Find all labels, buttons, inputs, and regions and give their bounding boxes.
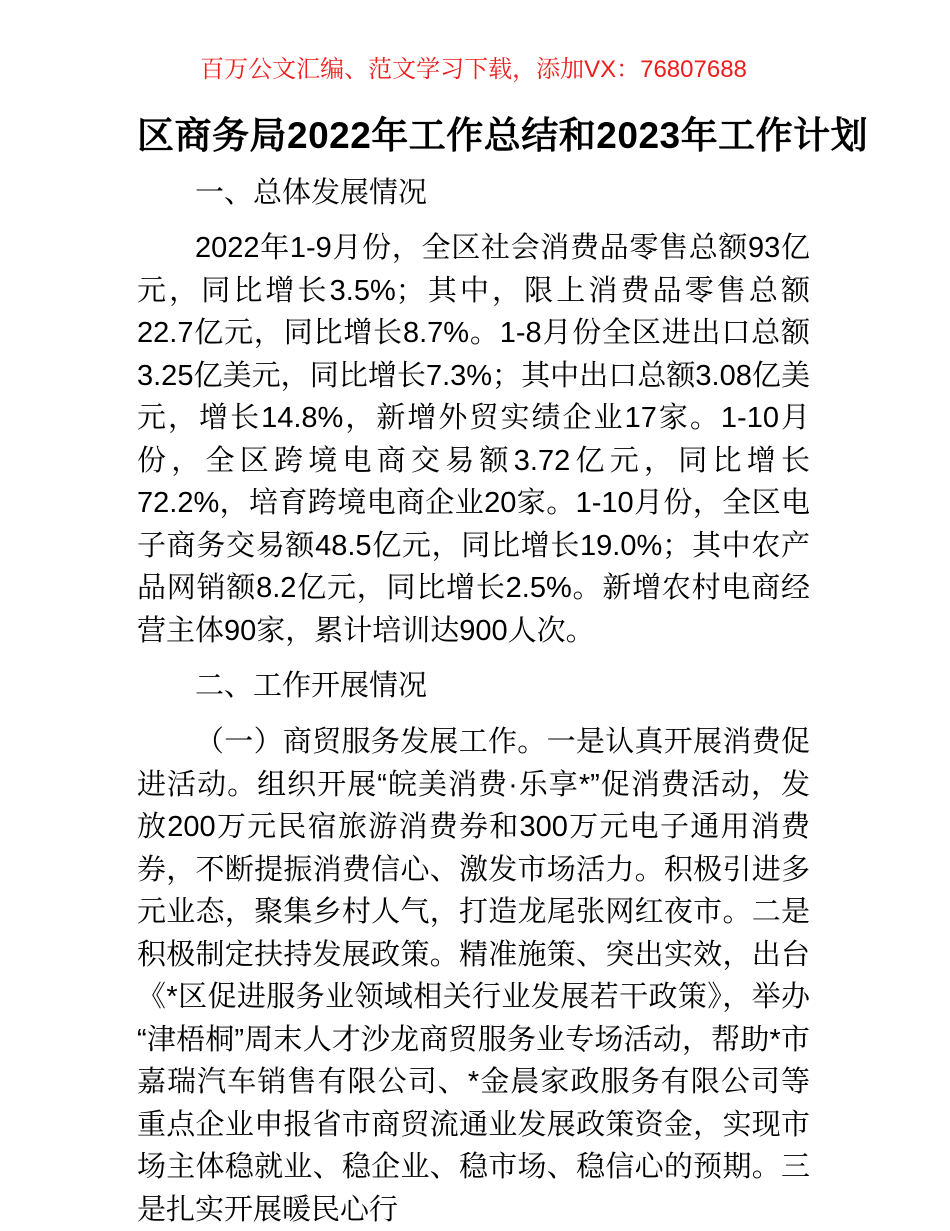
document-title: 区商务局2022年工作总结和2023年工作计划 bbox=[137, 115, 869, 156]
section-heading-overall-development: 一、总体发展情况 bbox=[195, 177, 428, 209]
watermark-banner: 百万公文汇编、范文学习下载，添加VX：76807688 bbox=[200, 56, 747, 83]
paragraph-work-progress: （一）商贸服务发展工作。一是认真开展消费促进活动。组织开展“皖美消费·乐享*”促消费活动，发放200万元民宿旅游消费券和300万元电子通用消费券，不断提振消费信心、激发市场活力。积极引进多元业态，聚集乡村人气，打造龙尾张网红夜市。二是积极制定扶持发展政策。精准施策、突出实效，出台《*区促进服务业领域相关行业发展若干政策》，举办“津梧桐”周末人才沙龙商贸服务业专场活动，帮助*市嘉瑞汽车销售有限公司、*金晨家政服务有限公司等重点企业申报省市商贸流通业发展政策资金，实现市场主体稳就业、稳企业、稳市场、稳信心的预期。三是扎实开展暖民心行 bbox=[137, 726, 810, 1226]
paragraph-overall-development: 2022年1-9月份，全区社会消费品零售总额93亿元，同比增长3.5%；其中，限上消费品零售总额22.7亿元，同比增长8.7%。1-8月份全区进出口总额3.25亿美元，同比增长7.3%；其中出口总额3.08亿美元，增长14.8%，新增外贸实绩企业17家。1-10月份，全区跨境电商交易额3.72亿元，同比增长72.2%，培育跨境电商企业20家。1-10月份，全区电子商务交易额48.5亿元，同比增长19.0%；其中农产品网销额8.2亿元，同比增长2.5%。新增农村电商经营主体90家，累计培训达900人次。 bbox=[137, 232, 810, 647]
section-heading-work-progress: 二、工作开展情况 bbox=[195, 670, 428, 702]
